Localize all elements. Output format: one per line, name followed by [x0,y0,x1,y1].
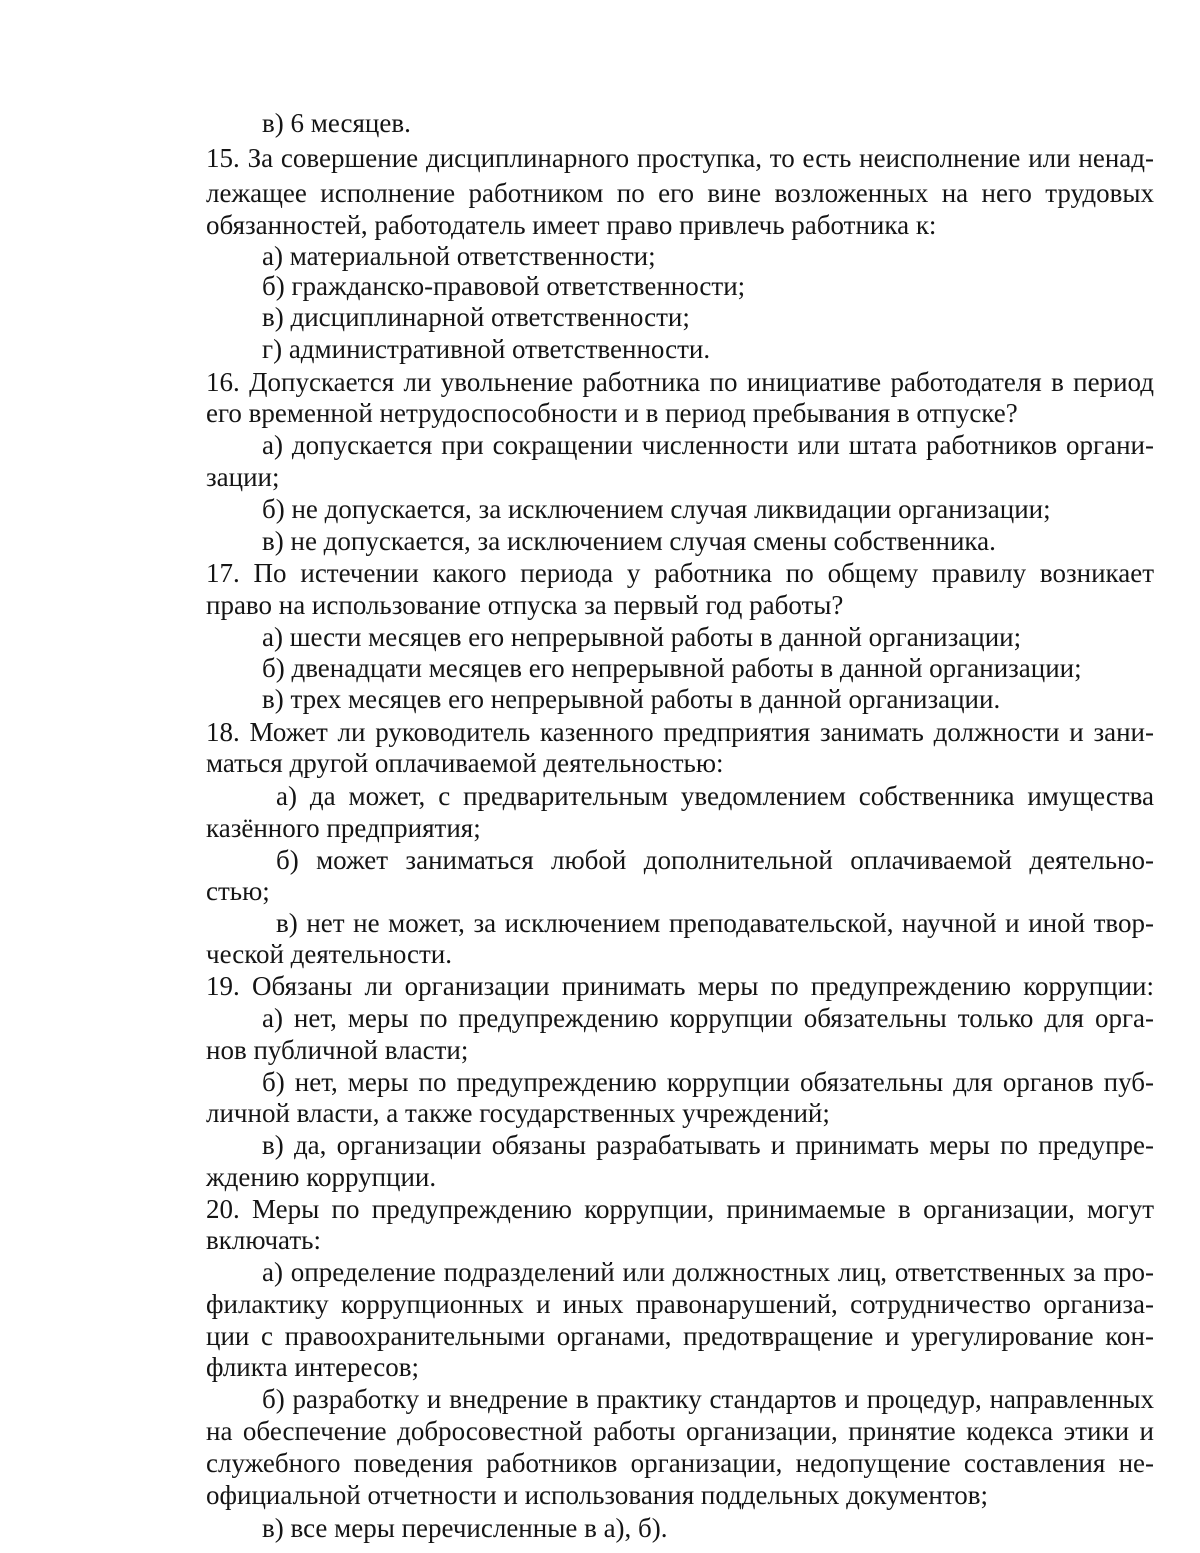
answer-20-a-line-4: фликта интересов; [206,1352,419,1382]
answer-15-g: г) административной ответственности. [262,334,711,364]
answer-19-v-line-1: в) да, организации обязаны разрабатывать и принимать меры по предупре- [262,1130,1154,1160]
answer-18-b-line-2: стью; [206,876,270,906]
question-17-line-1: 17. По истечении какого периода у работника по общему правилу возникает [206,558,1154,588]
answer-16-a-line-2: зации; [206,462,280,492]
answer-15-v: в) дисциплинарной ответственности; [262,302,690,332]
answer-16-b: б) не допускается, за исключением случая ликвидации организации; [262,494,1051,524]
answer-19-v-line-2: ждению коррупции. [206,1162,437,1192]
answer-20-b-line-1: б) разработку и внедрение в практику стандартов и процедур, направленных [262,1384,1154,1414]
question-16-line-2: его временной нетрудоспособности и в период пребывания в отпуске? [206,398,1018,428]
answer-15-b: б) гражданско-правовой ответственности; [262,271,746,301]
question-18-line-2: маться другой оплачиваемой деятельностью: [206,748,724,778]
answer-18-b-line-1: б) может заниматься любой дополнительной оплачиваемой деятельно- [276,845,1154,875]
question-15-line-1: 15. За совершение дисциплинарного проступка, то есть неисполнение или ненад- [206,143,1154,173]
answer-14-v: в) 6 месяцев. [262,108,411,138]
question-20-line-1: 20. Меры по предупреждению коррупции, принимаемые в организации, могут [206,1194,1154,1224]
question-20-line-2: включать: [206,1225,321,1255]
question-18-line-1: 18. Может ли руководитель казенного предприятия занимать должности и зани- [206,717,1154,747]
answer-17-b: б) двенадцати месяцев его непрерывной работы в данной организации; [262,653,1082,683]
answer-20-b-line-3: служебного поведения работников организации, недопущение составления не- [206,1448,1154,1478]
answer-20-a-line-2: филактику коррупционных и иных правонарушений, сотрудничество организа- [206,1289,1154,1319]
answer-20-v: в) все меры перечисленные в а), б). [262,1513,668,1543]
question-17-line-2: право на использование отпуска за первый год работы? [206,590,844,620]
answer-18-a-line-1: а) да может, с предварительным уведомлением собственника имущества [276,781,1154,811]
answer-20-a-line-1: а) определение подразделений или должностных лиц, ответственных за про- [262,1257,1154,1287]
question-19: 19. Обязаны ли организации принимать меры по предупреждению коррупции: [206,971,1154,1001]
answer-16-v: в) не допускается, за исключением случая смены собственника. [262,526,996,556]
answer-17-v: в) трех месяцев его непрерывной работы в данной организации. [262,684,1001,714]
answer-16-a-line-1: а) допускается при сокращении численности или штата работников органи- [262,430,1154,460]
answer-15-a: а) материальной ответственности; [262,241,656,271]
answer-19-b-line-1: б) нет, меры по предупреждению коррупции обязательны для органов пуб- [262,1067,1154,1097]
answer-18-a-line-2: казённого предприятия; [206,813,481,843]
question-16-line-1: 16. Допускается ли увольнение работника по инициативе работодателя в период [206,367,1154,397]
answer-17-a: а) шести месяцев его непрерывной работы в данной организации; [262,622,1022,652]
question-15-line-2: лежащее исполнение работником по его вине возложенных на него трудовых [206,178,1154,208]
answer-18-v-line-2: ческой деятельности. [206,939,452,969]
answer-20-b-line-2: на обеспечение добросовестной работы организации, принятие кодекса этики и [206,1416,1154,1446]
answer-18-v-line-1: в) нет не может, за исключением преподавательской, научной и иной твор- [276,908,1154,938]
answer-20-b-line-4: официальной отчетности и использования поддельных документов; [206,1480,988,1510]
answer-20-a-line-3: ции с правоохранительными органами, предотвращение и урегулирование кон- [206,1321,1154,1351]
question-15-line-3: обязанностей, работодатель имеет право привлечь работника к: [206,210,937,240]
answer-19-a-line-2: нов публичной власти; [206,1035,469,1065]
answer-19-b-line-2: личной власти, а также государственных учреждений; [206,1098,830,1128]
answer-19-a-line-1: а) нет, меры по предупреждению коррупции обязательны только для орга- [262,1003,1154,1033]
